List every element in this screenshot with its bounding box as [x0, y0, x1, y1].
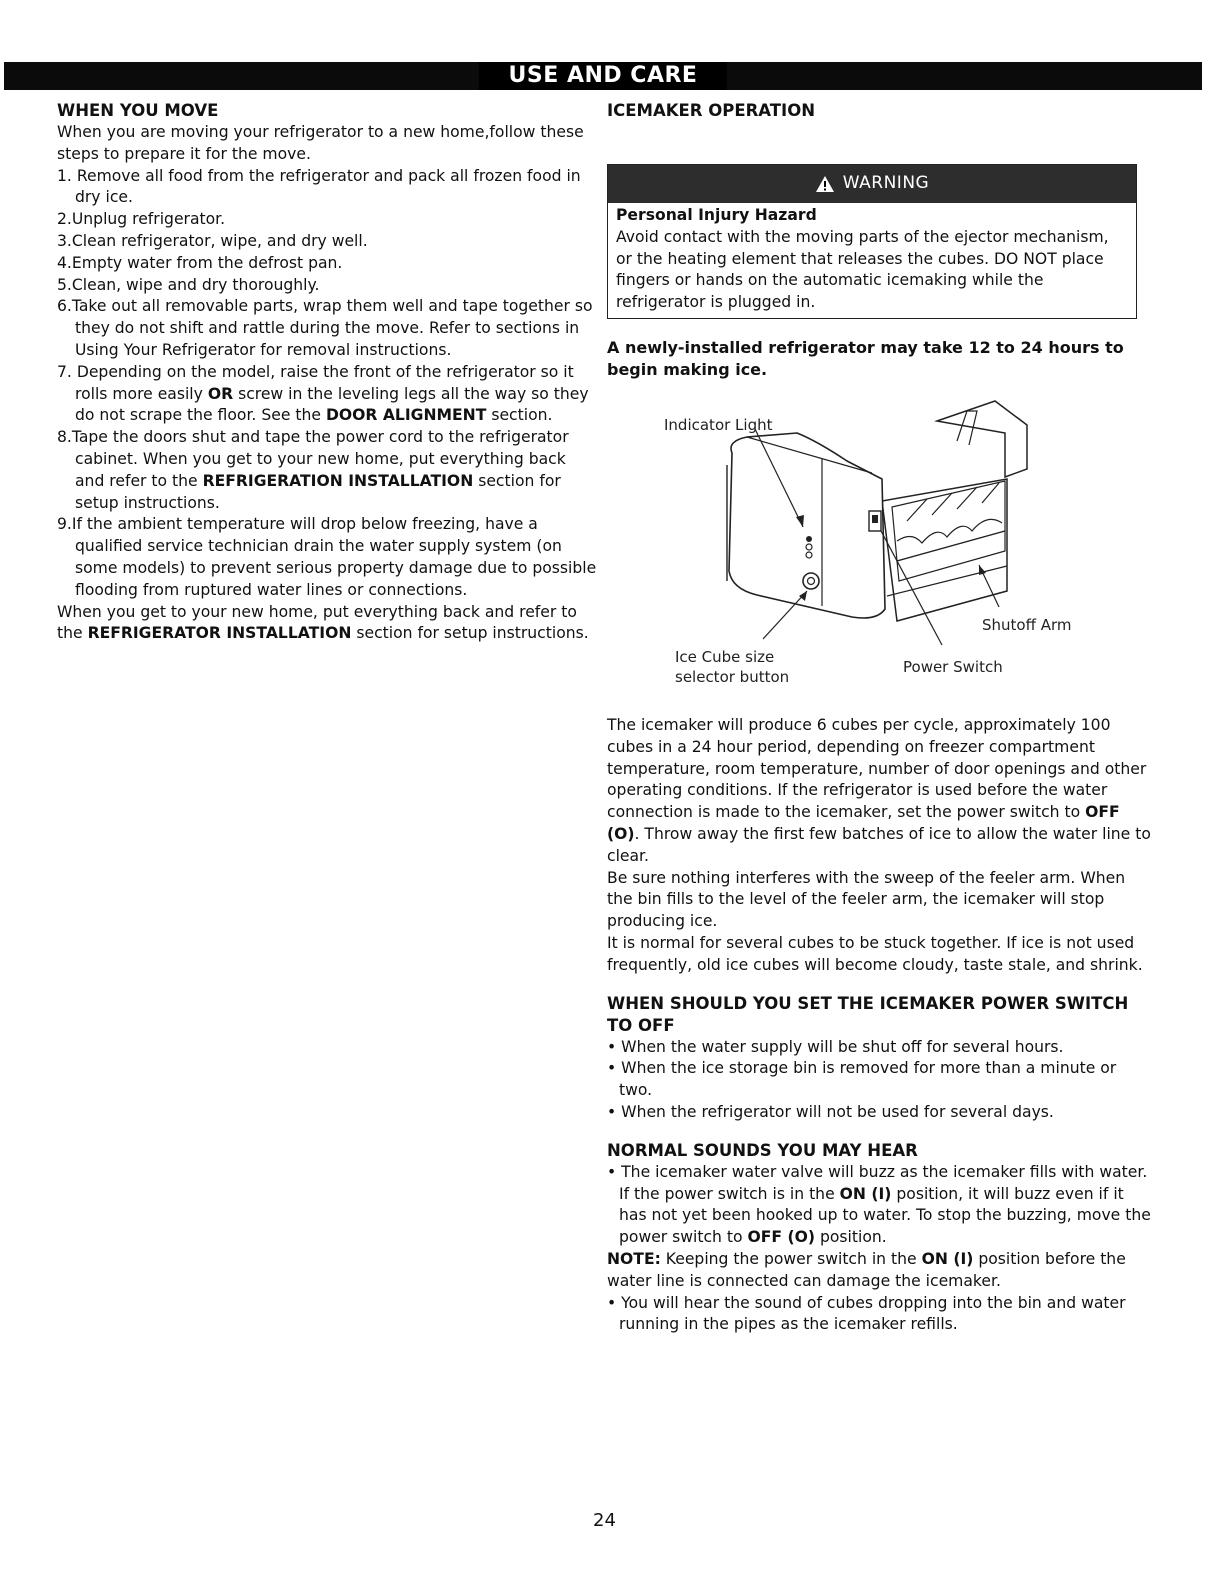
- switch-off-heading: WHEN SHOULD YOU SET THE ICEMAKER POWER SWITCH TO OFF: [607, 993, 1129, 1035]
- switch-off-item-1: • When the water supply will be shut off for several hours.: [607, 1037, 1064, 1056]
- move-closing: When you get to your new home, put everything back and refer to the REFRIGERATOR INSTALLATION section for setup instructions.: [57, 602, 589, 643]
- icemaker-para-3: It is normal for several cubes to be stuck together. If ice is not used frequently, old ice cubes will become cloudy, taste stale, and shrink.: [607, 933, 1143, 974]
- label-power-switch: Power Switch: [903, 657, 1003, 676]
- move-step-8: 8.Tape the doors shut and tape the power cord to the refrigerator cabinet. When you get to your new home, put everything back and refer to the REFRIGERATION INSTALLATION section for setup instructions.: [57, 428, 569, 512]
- move-step-9: 9.If the ambient temperature will drop below freezing, have a qualified service technician drain the water supply system (on some models) to prevent serious property damage due to possible flooding from ruptured water lines or connections.: [57, 515, 597, 599]
- page-number: 24: [593, 1510, 616, 1531]
- label-indicator-light: Indicator Light: [664, 415, 773, 434]
- warning-header: [608, 165, 1136, 203]
- move-step-1: 1. Remove all food from the refrigerator and pack all frozen food in dry ice.: [57, 166, 581, 207]
- warning-title: Personal Injury Hazard: [616, 206, 817, 224]
- warning-triangle-icon: [815, 175, 835, 193]
- icemaker-heading: ICEMAKER OPERATION: [607, 101, 816, 120]
- when-you-move-section: [57, 100, 597, 645]
- label-shutoff-arm: Shutoff Arm: [982, 615, 1072, 634]
- move-step-3: 3.Clean refrigerator, wipe, and dry well.: [57, 231, 368, 250]
- icemaker-para-2: Be sure nothing interferes with the sweep of the feeler arm. When the bin fills to the level of the feeler arm, the icemaker will stop producing ice.: [607, 868, 1126, 931]
- label-cube-size: Ice Cube size selector button: [675, 647, 790, 686]
- sounds-heading: NORMAL SOUNDS YOU MAY HEAR: [607, 1140, 918, 1160]
- sounds-item-2: • You will hear the sound of cubes dropping into the bin and water running in the pipes as the icemaker refills.: [607, 1293, 1126, 1334]
- warning-body: [608, 203, 1136, 318]
- move-step-5: 5.Clean, wipe and dry thoroughly.: [57, 275, 320, 294]
- icemaker-para-1: The icemaker will produce 6 cubes per cycle, approximately 100 cubes in a 24 hour period, depending on freezer compartment temperature, room temperature, number of door openings and other operating conditions. If the refrigerator is used before the water connection is made to the icemaker, set the power switch to OFF (O). Throw away the first few batches of ice to allow the water line to clear.: [607, 715, 1151, 865]
- install-callout: A newly-installed refrigerator may take 12 to 24 hours to begin making ice.: [607, 337, 1124, 379]
- banner-title: USE AND CARE: [479, 62, 728, 90]
- warning-label: WARNING: [842, 173, 930, 194]
- icemaker-section: [607, 100, 1152, 1336]
- move-step-2: 2.Unplug refrigerator.: [57, 210, 226, 229]
- move-step-6: 6.Take out all removable parts, wrap them well and tape together so they do not shift and rattle during the move. Refer to sections in Using Your Refrigerator for removal instructions.: [57, 297, 593, 359]
- move-heading: WHEN YOU MOVE: [57, 101, 219, 120]
- warning-box: [607, 164, 1137, 319]
- icemaker-diagram: [607, 381, 1152, 715]
- section-banner: [4, 62, 1202, 90]
- move-intro: When you are moving your refrigerator to a new home,follow these steps to prepare it for the move.: [57, 123, 584, 163]
- switch-off-item-2: • When the ice storage bin is removed for more than a minute or two.: [607, 1059, 1117, 1100]
- move-step-7: 7. Depending on the model, raise the front of the refrigerator so it rolls more easily OR screw in the leveling legs all the way so they do not scrape the floor. See the DOOR ALIGNMENT section.: [57, 362, 589, 425]
- warning-text: Avoid contact with the moving parts of the ejector mechanism, or the heating element that releases the cubes. DO NOT place fingers or hands on the automatic icemaking while the refrigerator is plugged in.: [616, 227, 1109, 312]
- move-step-4: 4.Empty water from the defrost pan.: [57, 253, 343, 272]
- sounds-note: NOTE: Keeping the power switch in the ON (I) position before the water line is connected can damage the icemaker.: [607, 1249, 1126, 1290]
- sounds-item-1: • The icemaker water valve will buzz as the icemaker fills with water. If the power switch is in the ON (I) position, it will buzz even if it has not yet been hooked up to water. To stop the buzzing, move the power switch to OFF (O) position.: [607, 1162, 1151, 1247]
- switch-off-item-3: • When the refrigerator will not be used for several days.: [607, 1102, 1054, 1121]
